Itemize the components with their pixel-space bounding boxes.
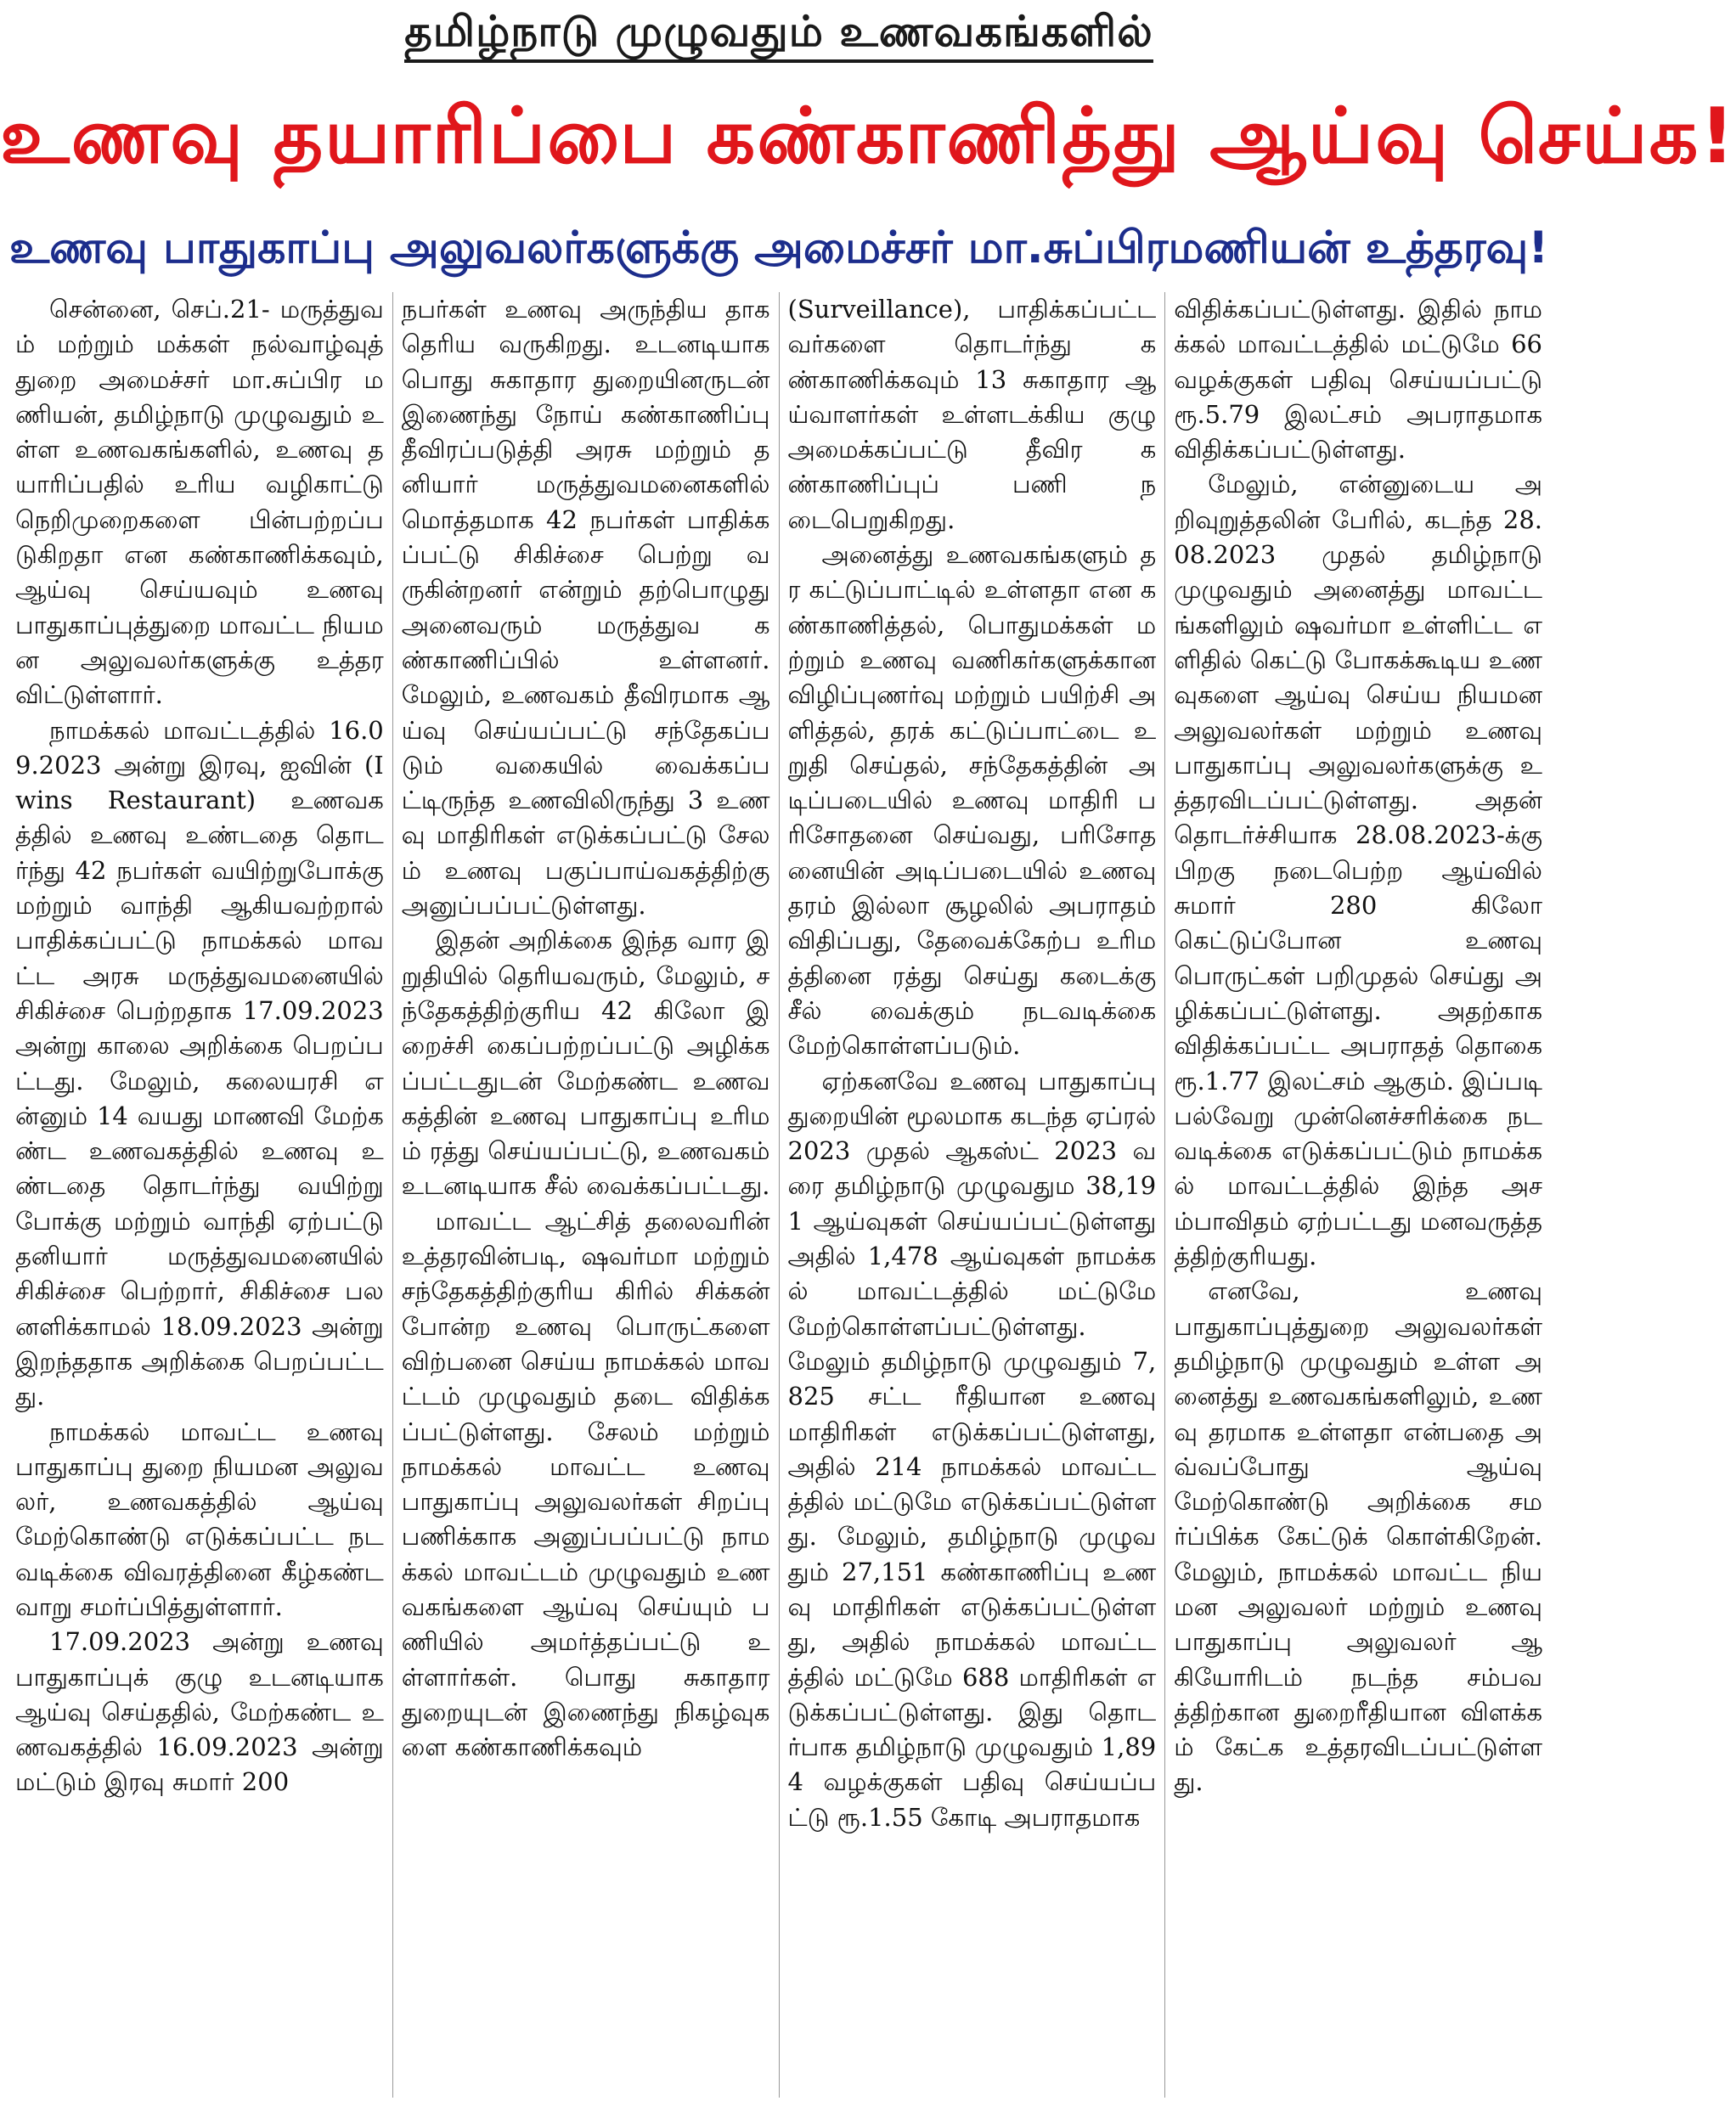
column-1 (7, 292, 393, 2098)
paragraph: ஏற்கனவே உணவு பாதுகாப்பு துறையின் மூலமாக கடந்த ஏப்ரல் 2023 முதல் ஆகஸ்ட் 2023 வரை தமிழ்நாடு முழுவதும 38,191 ஆய்வுகள் செய்யப்பட்டுள்ளது அதில் 1,478 ஆய்வுகள் நாமக்கல் மாவட்டத்தில் மட்டுமே மேற்கொள்ளப்பட்டுள்ளது. மேலும் தமிழ்நாடு முழுவதும் 7,825 சட்ட ரீதியான உணவு மாதிரிகள் எடுக்கப்பட்டுள்ளது, அதில் 214 நாமக்கல் மாவட்டத்தில் மட்டுமே எடுக்கப்பட்டுள்ளது. மேலும், தமிழ்நாடு முழுவதும் 27,151 கண்காணிப்பு உணவு மாதிரிகள் எடுக்கப்பட்டுள்ளது, அதில் நாமக்கல் மாவட்டத்தில் மட்டுமே 688 மாதிரிகள் எடுக்கப்பட்டுள்ளது. இது தொடர்பாக தமிழ்நாடு முழுவதும் 1,894 வழக்குகள் பதிவு செய்யப்பட்டு ரூ.1.55 கோடி அபராதமாக (787, 1066, 1157, 1832)
article-subheadline: உணவு பாதுகாப்பு அலுவலர்களுக்கு அமைச்சர் மா.சுப்பிரமணியன் உத்தரவு! (8, 222, 1549, 273)
paragraph: அனைத்து உணவகங்களும் தர கட்டுப்பாட்டில் உள்ளதா என கண்காணித்தல், பொதுமக்கள் மற்றும் உணவு வணிகர்களுக்கான விழிப்புணர்வு மற்றும் பயிற்சி அளித்தல், தரக் கட்டுப்பாட்டை உறுதி செய்தல், சந்தேகத்தின் அடிப்படையில் உணவு மாதிரி பரிசோதனை செய்வது, பரிசோதனையின் அடிப்படையில் உணவு தரம் இல்லா சூழலில் அபராதம் விதிப்பது, தேவைக்கேற்ப உரிமத்தினை ரத்து செய்து கடைக்கு சீல் வைக்கும் நடவடிக்கை மேற்கொள்ளப்படும். (787, 540, 1157, 1061)
article-headline: உணவு தயாரிப்பை கண்காணித்து ஆய்வு செய்க! (0, 92, 1736, 181)
paragraph: சென்னை, செப்.21- மருத்துவம் மற்றும் மக்கள் நல்வாழ்வுத் துறை அமைச்சர் மா.சுப்பிர மணியன், தமிழ்நாடு முழுவதும் உள்ள உணவகங்களில், உணவு தயாரிப்பதில் உரிய வழிகாட்டு நெறிமுறைகளை பின்பற்றப்படுகிறதா என கண்காணிக்கவும், ஆய்வு செய்யவும் உணவு பாதுகாப்புத்துறை மாவட்ட நியமன அலுவலர்களுக்கு உத்தரவிட்டுள்ளார். (15, 295, 384, 710)
paragraph: இதன் அறிக்கை இந்த வார இறுதியில் தெரியவரும், மேலும், சந்தேகத்திற்குரிய 42 கிலோ இறைச்சி கைப்பற்றப்பட்டு அழிக்கப்பட்டதுடன் மேற்கண்ட உணவகத்தின் உணவு பாதுகாப்பு உரிமம் ரத்து செய்யப்பட்டு, உணவகம் உடனடியாக சீல் வைக்கப்பட்டது. (401, 926, 770, 1201)
paragraph: மேலும், என்னுடைய அறிவுறுத்தலின் பேரில், கடந்த 28.08.2023 முதல் தமிழ்நாடு முழுவதும் அனைத்து மாவட்டங்களிலும் ஷவர்மா உள்ளிட்ட எளிதில் கெட்டு போகக்கூடிய உணவுகளை ஆய்வு செய்ய நியமன அலுவலர்கள் மற்றும் உணவு பாதுகாப்பு அலுவலர்களுக்கு உத்தரவிடப்பட்டுள்ளது. அதன் தொடர்ச்சியாக 28.08.2023-க்கு பிறகு நடைபெற்ற ஆய்வில் சுமார் 280 கிலோ கெட்டுப்போன உணவு பொருட்கள் பறிமுதல் செய்து அழிக்கப்பட்டுள்ளது. அதற்காக விதிக்கப்பட்ட அபராதத் தொகை ரூ.1.77 இலட்சம் ஆகும். இப்படி பல்வேறு முன்னெச்சரிக்கை நடவடிக்கை எடுக்கப்பட்டும் நாமக்கல் மாவட்டத்தில் இந்த அசம்பாவிதம் ஏற்பட்டது மனவருத்தத்திற்குரியது. (1174, 470, 1542, 1271)
paragraph: 17.09.2023 அன்று உணவு பாதுகாப்புக் குழு உடனடியாக ஆய்வு செய்ததில், மேற்கண்ட உணவகத்தில் 16.09.2023 அன்று மட்டும் இரவு சுமார் 200 (15, 1627, 384, 1797)
paragraph: எனவே, உணவு பாதுகாப்புத்துறை அலுவலர்கள் தமிழ்நாடு முழுவதும் உள்ள அனைத்து உணவகங்களிலும், உணவு தரமாக உள்ளதா என்பதை அவ்வப்போது ஆய்வு மேற்கொண்டு அறிக்கை சமர்ப்பிக்க கேட்டுக் கொள்கிறேன். மேலும், நாமக்கல் மாவட்ட நியமன அலுவலர் மற்றும் உணவு பாதுகாப்பு அலுவலர் ஆகியோரிடம் நடந்த சம்பவத்திற்கான துறைரீதியான விளக்கம் கேட்க உத்தரவிடப்பட்டுள்ளது. (1174, 1276, 1542, 1797)
column-4 (1165, 292, 1551, 2098)
kicker-text: தமிழ்நாடு முழுவதும் உணவகங்களில் (404, 7, 1153, 63)
column-2 (393, 292, 780, 2098)
article-body (7, 292, 1551, 2098)
paragraph: நாமக்கல் மாவட்டத்தில் 16.09.2023 அன்று இரவு, ஐவின் (Iwins Restaurant) உணவகத்தில் உணவு உண்டதை தொடர்ந்து 42 நபர்கள் வயிற்றுபோக்கு மற்றும் வாந்தி ஆகியவற்றால் பாதிக்கப்பட்டு நாமக்கல் மாவட்ட அரசு மருத்துவமனையில் சிகிச்சை பெற்றதாக 17.09.2023 அன்று காலை அறிக்கை பெறப்பட்டது. மேலும், கலையரசி என்னும் 14 வயது மாணவி மேற்கண்ட உணவகத்தில் உணவு உண்டதை தொடர்ந்து வயிற்று போக்கு மற்றும் வாந்தி ஏற்பட்டு தனியார் மருத்துவமனையில் சிகிச்சை பெற்றார், சிகிச்சை பலனளிக்காமல் 18.09.2023 அன்று இறந்ததாக அறிக்கை பெறப்பட்டது. (15, 715, 384, 1411)
article-kicker (0, 7, 1558, 62)
paragraph: விதிக்கப்பட்டுள்ளது. இதில் நாமக்கல் மாவட்டத்தில் மட்டுமே 66 வழக்குகள் பதிவு செய்யப்பட்டு ரூ.5.79 இலட்சம் அபராதமாக விதிக்கப்பட்டுள்ளது. (1174, 295, 1542, 465)
paragraph: நபர்கள் உணவு அருந்திய தாக தெரிய வருகிறது. உடனடியாக பொது சுகாதார துறையினருடன் இணைந்து நோய் கண்காணிப்பு தீவிரப்படுத்தி அரசு மற்றும் தனியார் மருத்துவமனைகளில் மொத்தமாக 42 நபர்கள் பாதிக்கப்பட்டு சிகிச்சை பெற்று வருகின்றனர் என்றும் தற்பொழுது அனைவரும் மருத்துவ கண்காணிப்பில் உள்ளனர். மேலும், உணவகம் தீவிரமாக ஆய்வு செய்யப்பட்டு சந்தேகப்படும் வகையில் வைக்கப்பட்டிருந்த உணவிலிருந்து 3 உணவு மாதிரிகள் எடுக்கப்பட்டு சேலம் உணவு பகுப்பாய்வகத்திற்கு அனுப்பப்பட்டுள்ளது. (401, 295, 770, 921)
paragraph: (Surveillance), பாதிக்கப்பட்டவர்களை தொடர்ந்து கண்காணிக்கவும் 13 சுகாதார ஆய்வாளர்கள் உள்ளடக்கிய குழு அமைக்கப்பட்டு தீவிர கண்காணிப்புப் பணி நடைபெறுகிறது. (787, 295, 1157, 534)
paragraph: நாமக்கல் மாவட்ட உணவு பாதுகாப்பு துறை நியமன அலுவலர், உணவகத்தில் ஆய்வு மேற்கொண்டு எடுக்கப்பட்ட நடவடிக்கை விவரத்தினை கீழ்கண்டவாறு சமர்ப்பித்துள்ளார். (15, 1417, 384, 1621)
column-3 (780, 292, 1166, 2098)
paragraph: மாவட்ட ஆட்சித் தலைவரின் உத்தரவின்படி, ஷவர்மா மற்றும் சந்தேகத்திற்குரிய கிரில் சிக்கன் போன்ற உணவு பொருட்களை விற்பனை செய்ய நாமக்கல் மாவட்டம் முழுவதும் தடை விதிக்கப்பட்டுள்ளது. சேலம் மற்றும் நாமக்கல் மாவட்ட உணவு பாதுகாப்பு அலுவலர்கள் சிறப்பு பணிக்காக அனுப்பப்பட்டு நாமக்கல் மாவட்டம் முழுவதும் உணவகங்களை ஆய்வு செய்யும் பணியில் அமர்த்தப்பட்டு உள்ளார்கள். பொது சுகாதார துறையுடன் இணைந்து நிகழ்வுகளை கண்காணிக்கவும் (401, 1206, 770, 1762)
